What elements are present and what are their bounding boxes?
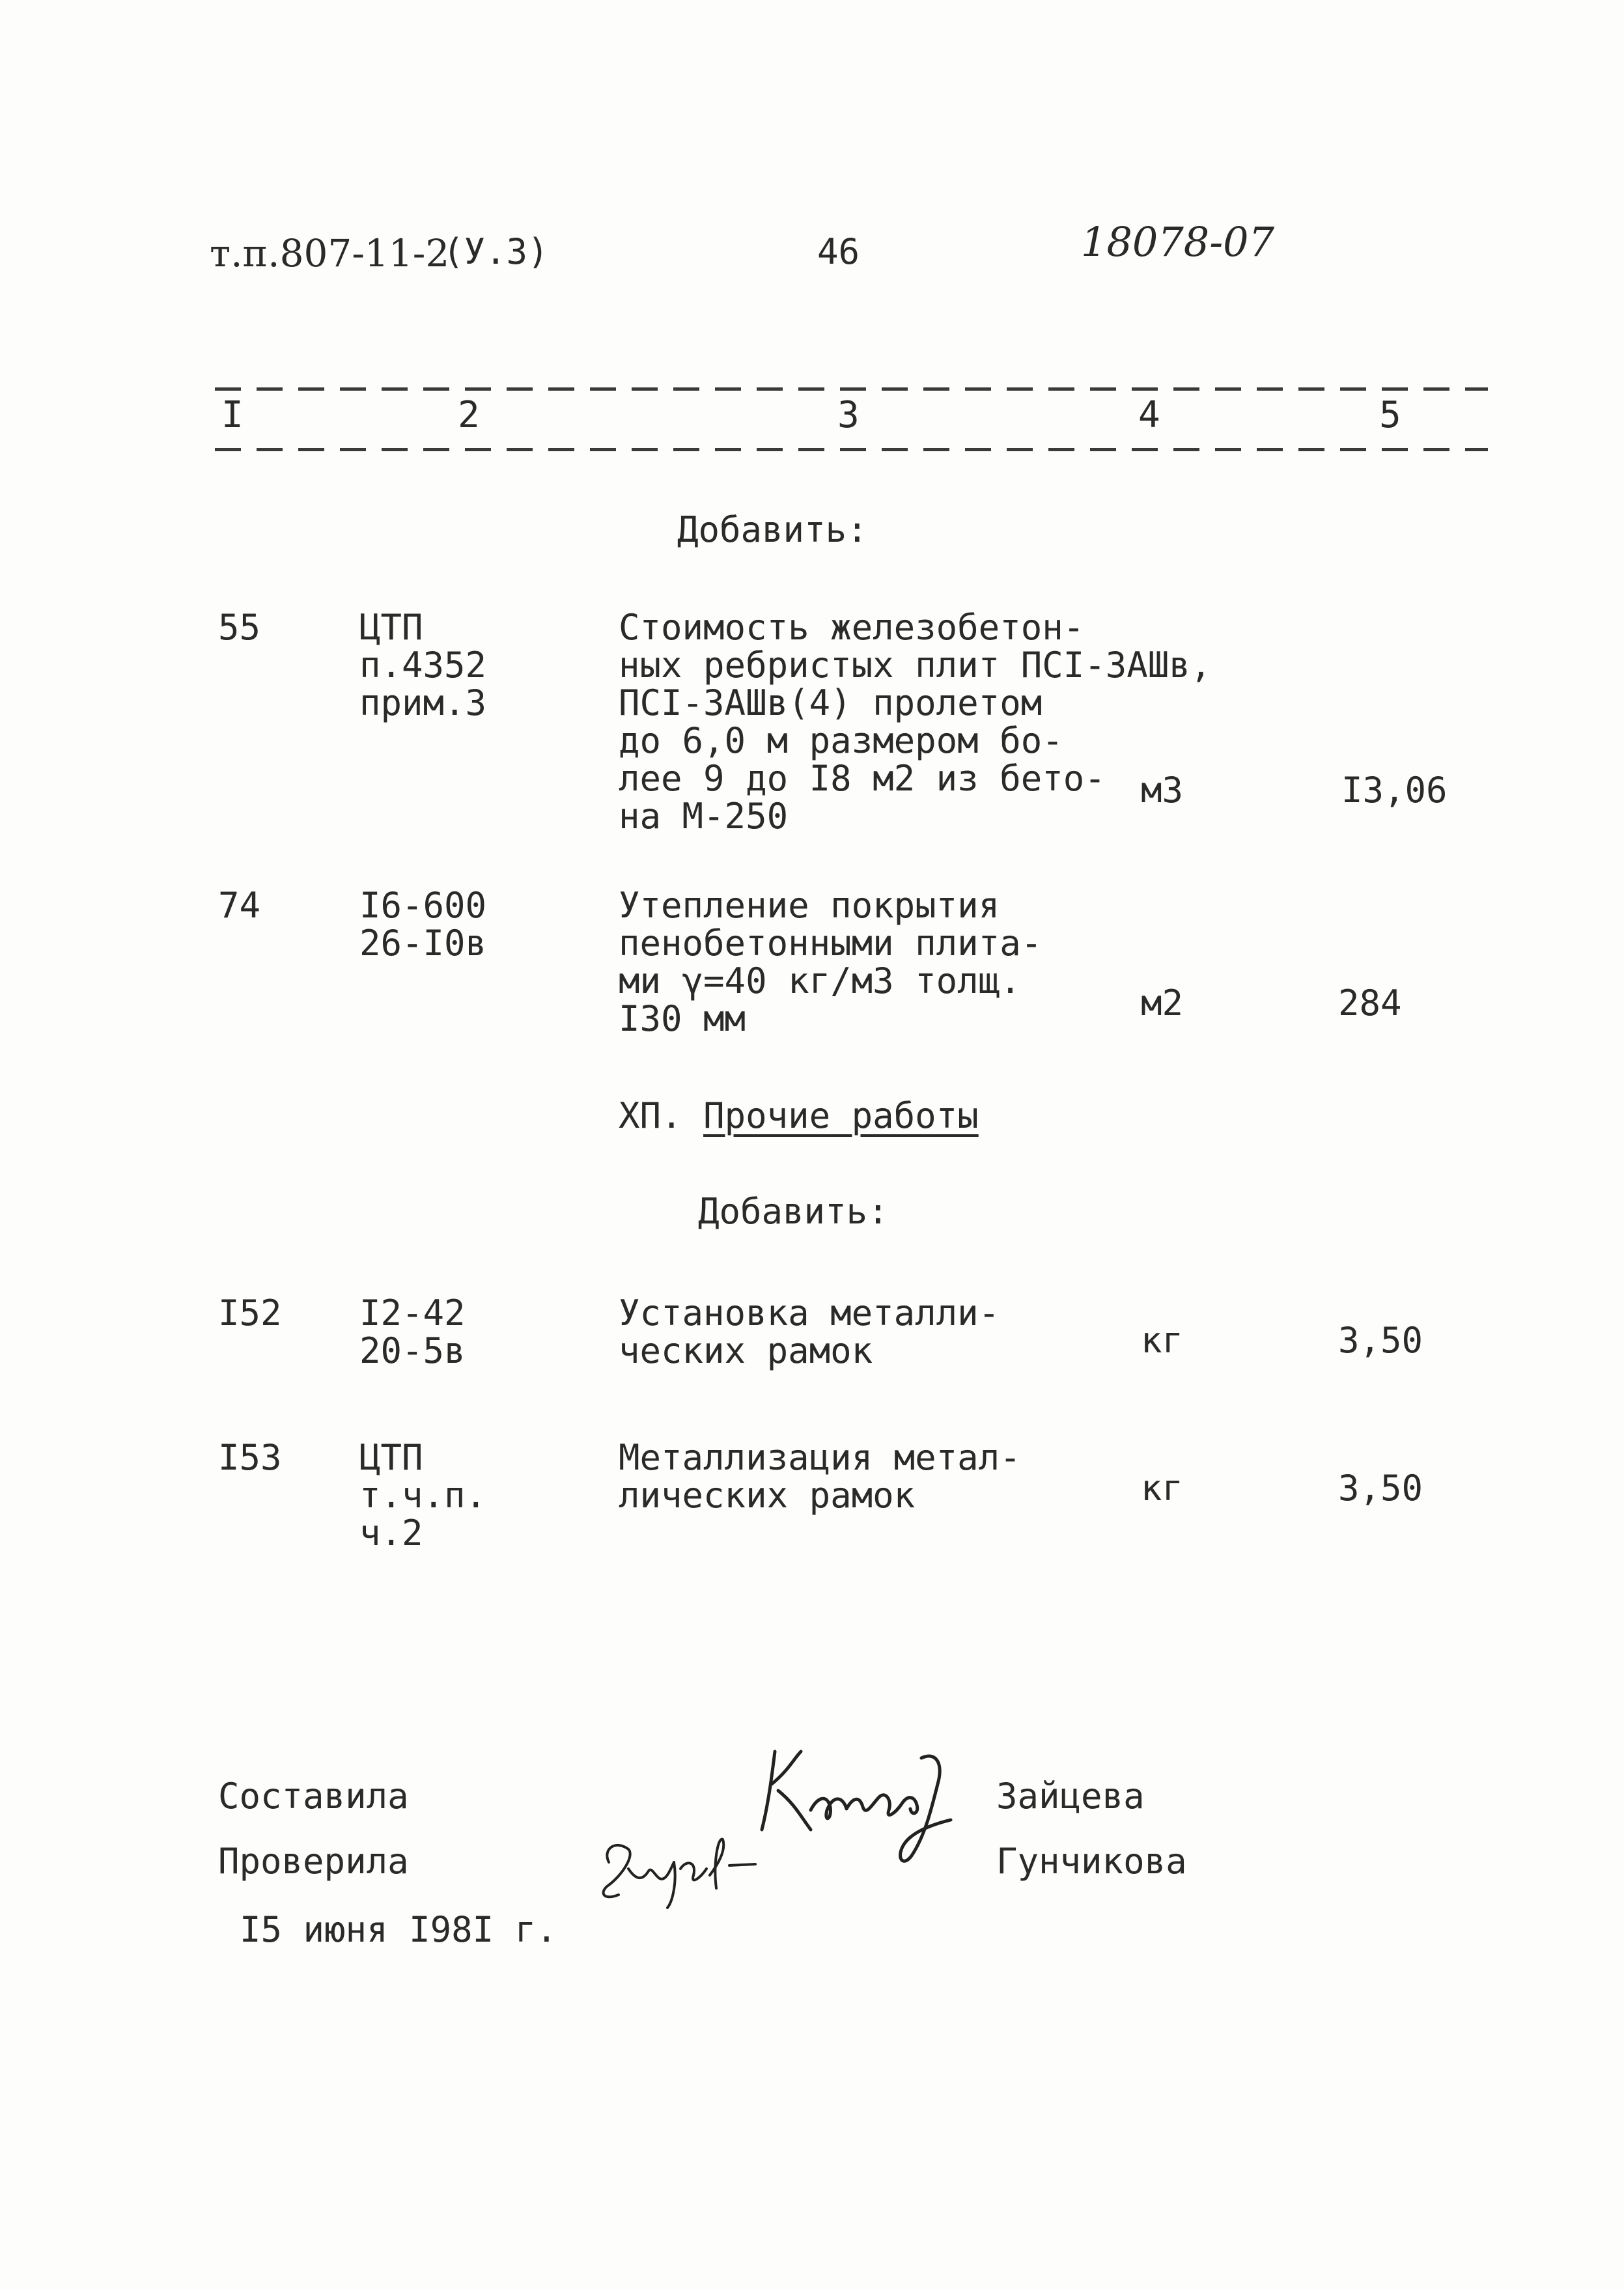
row-value: 3,50 <box>1338 1320 1423 1361</box>
row-unit: м3 <box>1141 770 1184 811</box>
document-code: т.п.807-11-2 <box>210 231 450 275</box>
row-code: ЦТП п.4352 прим.3 <box>359 607 487 723</box>
checked-label: Проверила <box>218 1841 409 1882</box>
row-unit: кг <box>1141 1468 1184 1509</box>
row-description: Утепление покрытия пенобетонными плита- ми γ=40 кг/м3 толщ. I30 мм <box>619 885 1043 1039</box>
row-description: Металлизация метал- лических рамок <box>619 1437 1021 1516</box>
compiled-label: Составила <box>218 1776 409 1817</box>
archive-number: 18078-07 <box>1081 218 1275 266</box>
header-bottom-rule <box>215 448 1488 451</box>
row-unit: м2 <box>1141 983 1184 1024</box>
column-header-3: 3 <box>837 394 860 436</box>
signature-checked <box>589 1823 765 1914</box>
row-code: ЦТП т.ч.п. ч.2 <box>359 1437 487 1554</box>
section-heading-text: Прочие работы <box>703 1095 979 1136</box>
section-heading <box>619 1097 979 1135</box>
compiled-name: Зайцева <box>996 1776 1145 1817</box>
row-description: Установка металли- ческих рамок <box>619 1292 1000 1371</box>
row-number: 55 <box>218 607 261 648</box>
page-number: 46 <box>817 231 860 272</box>
row-value: I3,06 <box>1341 770 1448 811</box>
header-top-rule <box>215 387 1488 391</box>
checked-name: Гунчикова <box>996 1841 1187 1882</box>
section-title: Добавить: <box>677 509 868 550</box>
column-header-1: I <box>221 394 244 436</box>
row-description: Стоимость железобетон- ных ребристых плит ПСI-3АШв, ПСI-3АШв(4) пролетом до 6,0 м размером бо- лее 9 до I8 м2 из бето- на М-250 <box>619 607 1212 837</box>
column-header-4: 4 <box>1138 394 1160 436</box>
row-number: I52 <box>218 1292 282 1334</box>
date-label: I5 июня I98I г. <box>240 1909 557 1950</box>
section-title: Добавить: <box>698 1191 889 1232</box>
row-code: I2-42 20-5в <box>359 1292 466 1371</box>
row-unit: кг <box>1141 1320 1184 1361</box>
row-number: I53 <box>218 1437 282 1478</box>
column-header-5: 5 <box>1379 394 1401 436</box>
signature-compiled <box>749 1732 983 1875</box>
row-value: 284 <box>1338 983 1402 1024</box>
row-value: 3,50 <box>1338 1468 1423 1509</box>
section-heading-number: XП. <box>619 1095 682 1136</box>
volume-label: (У.3) <box>443 231 549 272</box>
column-header-2: 2 <box>458 394 480 436</box>
row-code: I6-600 26-I0в <box>359 885 487 964</box>
row-number: 74 <box>218 885 261 926</box>
